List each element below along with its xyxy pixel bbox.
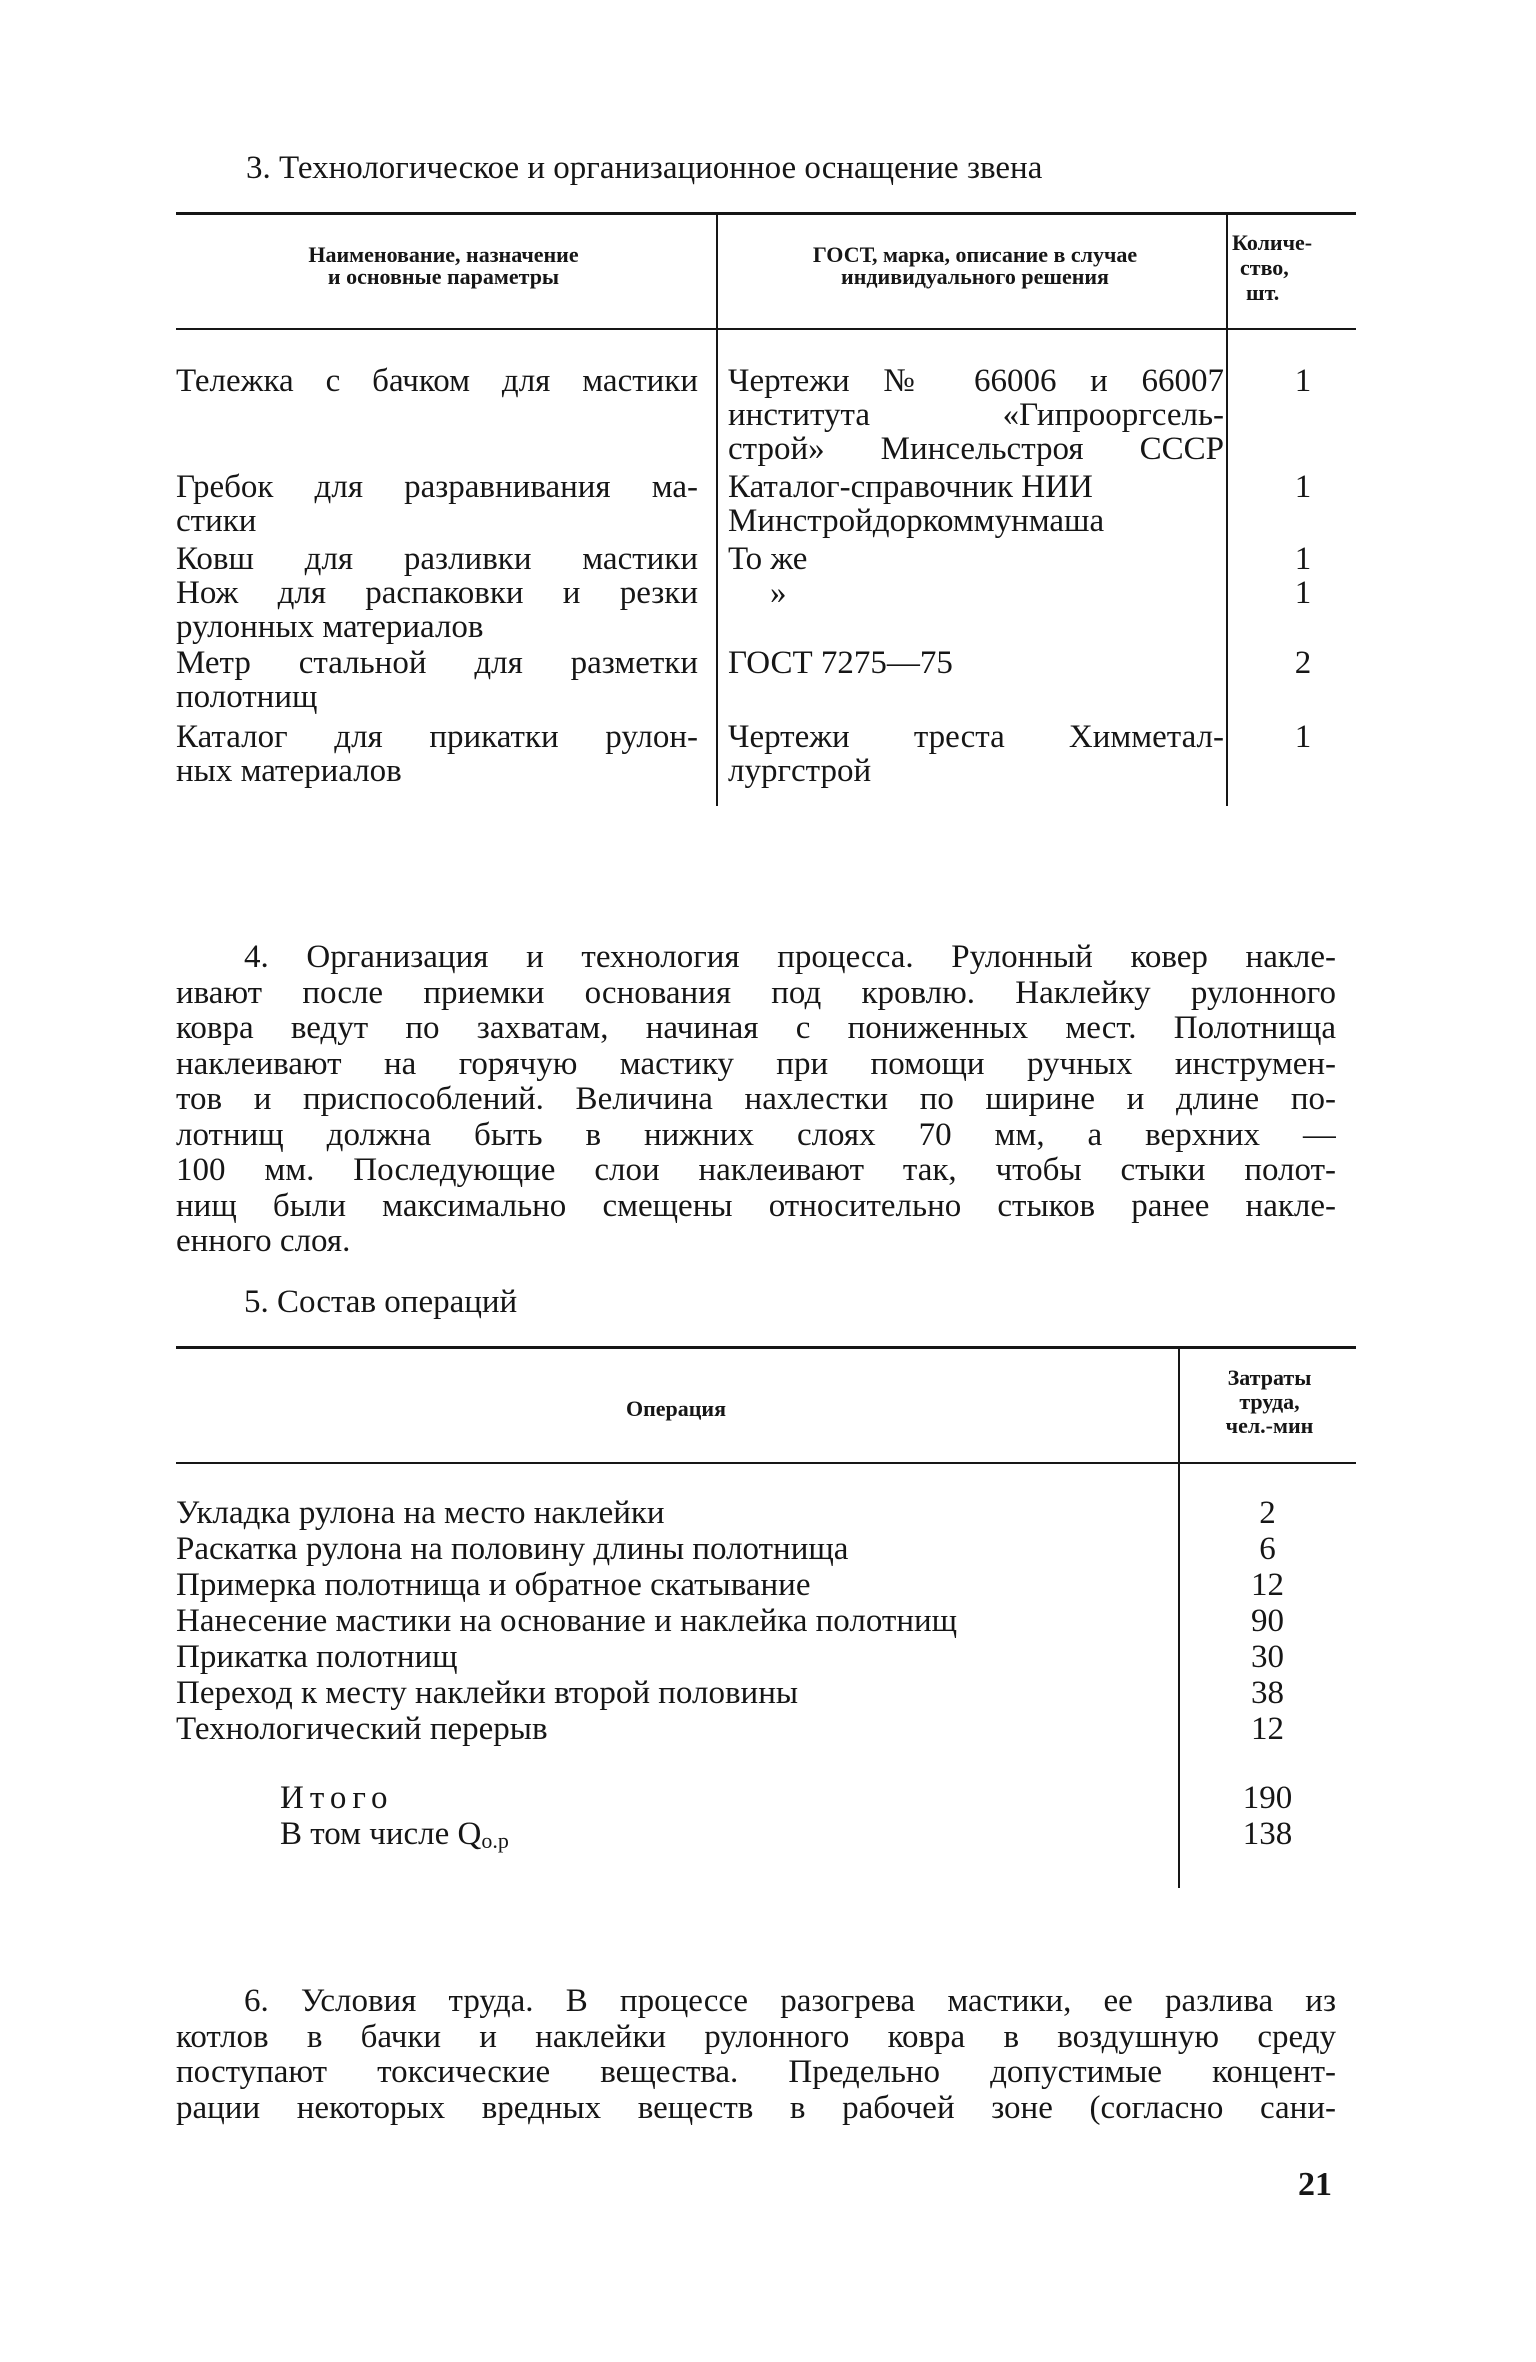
gost-line: лургстрой xyxy=(728,753,872,789)
equipment-qty: 2 xyxy=(1294,645,1312,681)
name-line: Нож для распаковки и резки xyxy=(176,575,698,611)
paragraph-line: енного слоя. xyxy=(176,1224,351,1259)
paragraph-line: поступают токсические вещества. Предельно допустимые концент- xyxy=(176,2055,1336,2090)
equipment-qty: 1 xyxy=(1294,469,1312,505)
equipment-gost: ГОСТ 7275—75 xyxy=(728,645,953,681)
equipment-name: Тележка с бачком для мастики xyxy=(176,363,698,399)
equipment-gost xyxy=(728,720,1224,788)
name-line: Метр стальной для разметки xyxy=(176,645,698,681)
column-divider xyxy=(1226,214,1228,806)
operation-name: Примерка полотнища и обратное скатывание xyxy=(176,1567,811,1603)
equipment-qty: 1 xyxy=(1294,575,1312,611)
name-line: рулонных материалов xyxy=(176,609,484,645)
column-divider xyxy=(716,214,718,806)
header-qty-line: Количе- xyxy=(1232,230,1313,255)
paragraph-line: наклеивают на горячую мастику при помощи ручных инструмен- xyxy=(176,1046,1336,1082)
page-number: 21 xyxy=(1298,2166,1332,2203)
header-operation: Операция xyxy=(625,1396,727,1421)
paragraph-line: котлов в бачки и наклейки рулонного ковра в воздушную среду xyxy=(176,2019,1336,2055)
operation-name: Нанесение мастики на основание и наклейка полотнищ xyxy=(176,1603,958,1639)
included-label xyxy=(280,1816,509,1859)
name-line: Гребок для разравнивания ма- xyxy=(176,469,698,505)
equipment-qty: 1 xyxy=(1294,719,1312,755)
equipment-name xyxy=(176,646,698,714)
included-value: 138 xyxy=(1242,1816,1293,1852)
name-line: стики xyxy=(176,503,257,539)
paragraph-line: нищ были максимально смещены относительно стыков ранее накле- xyxy=(176,1188,1336,1224)
gost-line: Минстройдоркоммунмаша xyxy=(728,503,1105,539)
equipment-gost xyxy=(728,364,1224,466)
operation-cost: 30 xyxy=(1251,1639,1284,1675)
section-3-title: 3. Технологическое и организационное оснащение звена xyxy=(246,150,1043,186)
included-label-text: В том числе Q xyxy=(280,1816,482,1852)
included-label-subscript: о.р xyxy=(481,1828,509,1853)
gost-line: Каталог-справочник НИИ xyxy=(728,469,1093,505)
paragraph-line: лотнищ должна быть в нижних слоях 70 мм, а верхних — xyxy=(176,1117,1336,1153)
paragraph-line: рации некоторых вредных веществ в рабочей зоне (согласно сани- xyxy=(176,2090,1336,2126)
equipment-qty: 1 xyxy=(1294,363,1312,399)
paragraph-line: 4. Организация и технология процесса. Рулонный ковер накле- xyxy=(244,940,1336,975)
name-line: ных материалов xyxy=(176,753,402,789)
paragraph-line: 100 мм. Последующие слои наклеивают так, чтобы стыки полот- xyxy=(176,1153,1336,1188)
operation-name: Раскатка рулона на половину длины полотнища xyxy=(176,1531,849,1567)
equipment-gost xyxy=(728,470,1224,538)
section-4-paragraph xyxy=(176,940,1336,1260)
header-cost-line: труда, xyxy=(1239,1389,1300,1414)
operation-cost: 6 xyxy=(1259,1531,1276,1567)
section-5-title: 5. Состав операций xyxy=(244,1284,518,1320)
paragraph-line: ковра ведут по захватам, начиная с пониженных мест. Полотнища xyxy=(176,1011,1336,1046)
header-qty-line: шт. xyxy=(1246,280,1280,305)
operation-cost: 90 xyxy=(1251,1603,1284,1639)
equipment-name xyxy=(176,470,698,538)
total-label: Итого xyxy=(280,1780,394,1816)
gost-line: Чертежи треста Химметал- xyxy=(728,719,1224,755)
operation-cost: 38 xyxy=(1251,1675,1284,1711)
paragraph-line: тов и приспособлений. Величина нахлестки по ширине и длине по- xyxy=(176,1082,1336,1117)
operation-cost: 12 xyxy=(1251,1567,1284,1603)
section-6-paragraph xyxy=(176,1984,1336,2126)
header-bottom-rule xyxy=(176,328,1356,330)
paragraph-line: 6. Условия труда. В процессе разогрева мастики, ее разлива из xyxy=(244,1984,1336,2019)
operation-name: Технологический перерыв xyxy=(176,1711,548,1747)
operation-cost: 12 xyxy=(1251,1711,1284,1747)
header-name-line: Наименование, назначение xyxy=(308,242,579,267)
name-line: полотнищ xyxy=(176,679,318,715)
equipment-qty: 1 xyxy=(1294,541,1312,577)
name-line: Каталог для прикатки рулон- xyxy=(176,719,698,755)
equipment-name xyxy=(176,576,698,644)
header-gost-line: индивидуального решения xyxy=(841,264,1109,289)
equipment-name: Ковш для разливки мастики xyxy=(176,541,698,577)
table-top-rule xyxy=(176,212,1356,215)
header-qty xyxy=(1232,230,1342,305)
operation-cost: 2 xyxy=(1259,1495,1276,1531)
equipment-gost: То же xyxy=(728,541,808,577)
header-cost xyxy=(1182,1366,1357,1438)
equipment-name xyxy=(176,720,698,788)
total-value: 190 xyxy=(1242,1780,1293,1816)
header-qty-line: ство, xyxy=(1240,255,1289,280)
header-cost-line: Затраты xyxy=(1227,1365,1312,1390)
header-gost-line: ГОСТ, марка, описание в случае xyxy=(812,242,1138,267)
operation-name: Прикатка полотнищ xyxy=(176,1639,458,1675)
operation-name: Укладка рулона на место наклейки xyxy=(176,1495,665,1531)
header-name-line: и основные параметры xyxy=(327,264,560,289)
gost-line: института «Гипрооргсель- xyxy=(728,397,1224,433)
header-name xyxy=(176,244,711,288)
gost-line: Чертежи № 66006 и 66007 xyxy=(728,363,1224,399)
operation-name: Переход к месту наклейки второй половины xyxy=(176,1675,799,1711)
header-gost xyxy=(720,244,1230,288)
equipment-gost: » xyxy=(770,575,787,611)
paragraph-line: ивают после приемки основания под кровлю. Наклейку рулонного xyxy=(176,975,1336,1011)
gost-line: строй» Минсельстроя СССР xyxy=(728,431,1224,467)
header-cost-line: чел.-мин xyxy=(1225,1413,1314,1438)
